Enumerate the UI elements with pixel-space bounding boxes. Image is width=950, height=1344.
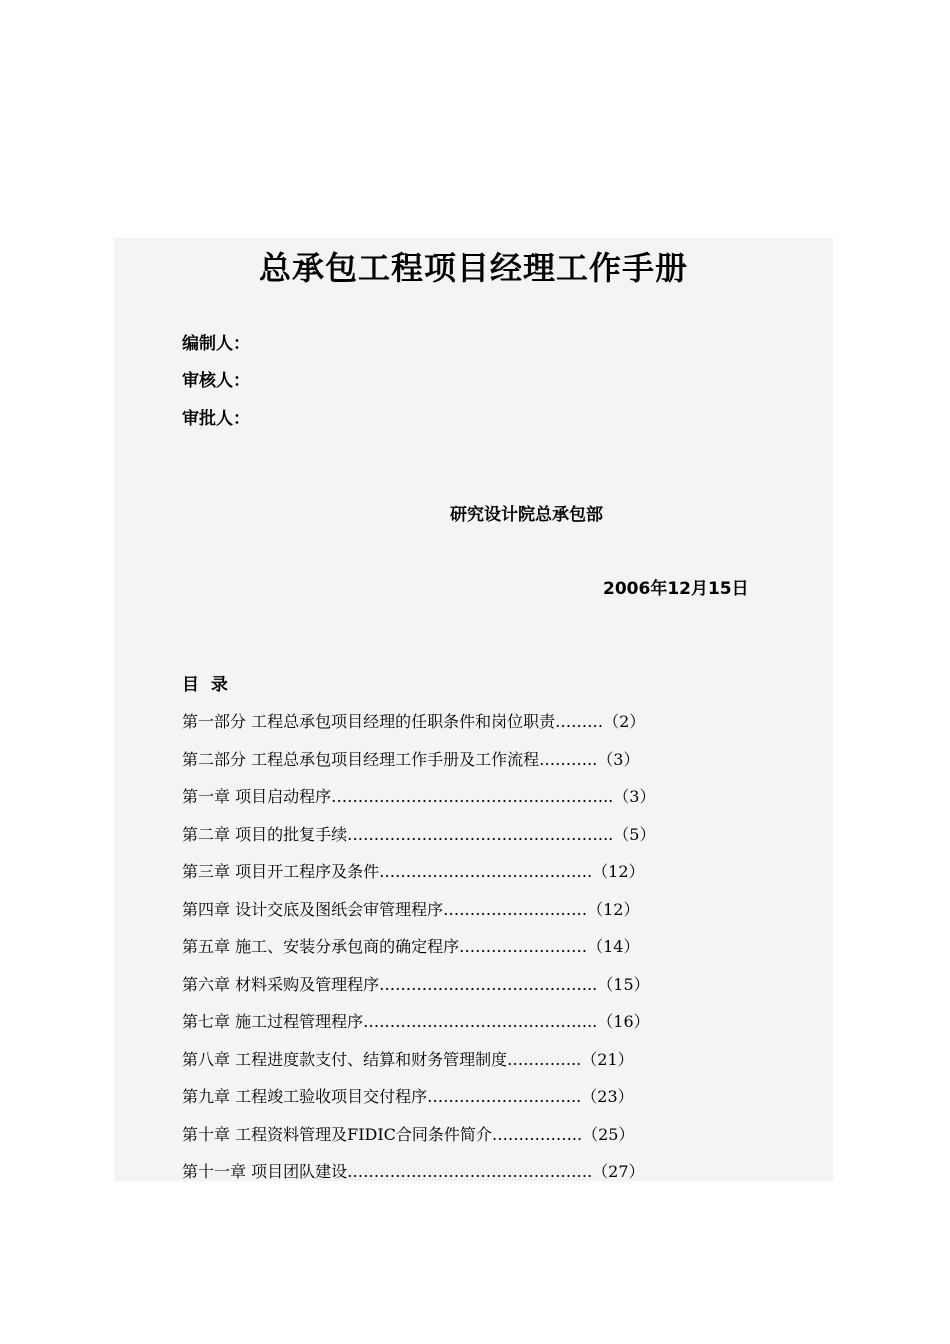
toc-entry: 第五章 施工、安装分承包商的确定程序……………………（14） — [182, 937, 640, 956]
document-date: 2006年12月15日 — [603, 579, 749, 599]
document-title: 总承包工程项目经理工作手册 — [258, 249, 688, 287]
toc-entry: 第九章 工程竣工验收项目交付程序………………………..（23） — [182, 1087, 634, 1106]
toc-entry: 第三章 项目开工程序及条件………………………………….（12） — [182, 862, 645, 881]
toc-entry: 第六章 材料采购及管理程序…………………………………..（15） — [182, 974, 650, 994]
toc-entry: 第四章 设计交底及图纸会审管理程序………………………（12） — [182, 899, 640, 919]
toc-entry: 第一部分 工程总承包项目经理的任职条件和岗位职责………（2） — [182, 712, 646, 731]
table-of-contents — [182, 710, 655, 1198]
toc-entry: 第十章 工程资料管理及FIDIC合同条件简介……………..（25） — [182, 1124, 635, 1144]
toc-entry: 第一章 项目启动程序……………………………………………..（3） — [182, 787, 656, 806]
toc-entry: 第二部分 工程总承包项目经理工作手册及工作流程………..（3） — [182, 749, 640, 769]
toc-entry: 第七章 施工过程管理程序……………………………………..（16） — [182, 1012, 650, 1031]
signature-compiler-label: 编制人： — [182, 334, 250, 354]
toc-entry: 第二章 项目的批复手续…………………………………………..（5） — [182, 824, 656, 844]
toc-entry: 第八章 工程进度款支付、结算和财务管理制度…………..（21） — [182, 1049, 634, 1069]
toc-heading: 目 录 — [182, 675, 228, 695]
toc-entry: 第十一章 项目团队建设……………………………………….（27） — [182, 1162, 645, 1181]
organization-name: 研究设计院总承包部 — [450, 505, 603, 525]
signature-reviewer-label: 审核人： — [182, 371, 250, 391]
signature-approver-label: 审批人： — [182, 409, 250, 429]
document-page — [114, 238, 833, 1181]
